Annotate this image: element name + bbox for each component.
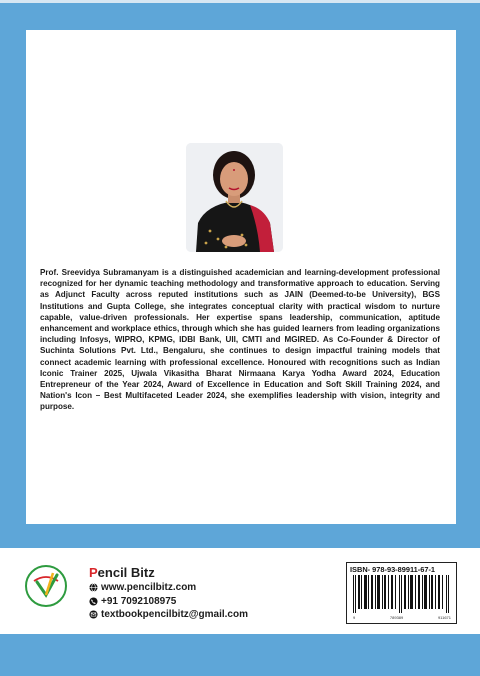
email-line bbox=[89, 609, 248, 620]
barcode-graphic bbox=[351, 575, 453, 613]
email-icon bbox=[89, 610, 98, 619]
isbn-box bbox=[346, 562, 457, 624]
barcode-digit-group: 9 bbox=[353, 615, 356, 620]
publisher-name bbox=[89, 565, 155, 580]
phone-icon bbox=[89, 597, 98, 606]
publisher-logo bbox=[24, 564, 68, 608]
publisher-name-rest: encil Bitz bbox=[97, 565, 155, 580]
phone-number[interactable]: +91 7092108975 bbox=[101, 596, 177, 607]
barcode-digits bbox=[353, 615, 451, 620]
publisher-name-initial: P bbox=[89, 565, 98, 580]
phone-line bbox=[89, 596, 176, 607]
website-link[interactable]: www.pencilbitz.com bbox=[101, 582, 197, 593]
content-panel bbox=[26, 30, 456, 524]
barcode-digit-group: 789389 bbox=[389, 615, 404, 620]
website-line bbox=[89, 582, 196, 593]
isbn-label: ISBN- 978-93-89911-67-1 bbox=[350, 565, 436, 574]
barcode-digit-group: 911671 bbox=[437, 615, 451, 620]
author-bio: Prof. Sreevidya Subramanyam is a distinguished academician and learning-development professional recognized for her dynamic teaching methodology and transformative approach to education. Serving as Adjunct Faculty across reputed institutions such as JAIN (Deemed-to-be University), BGS Institutions and Gupta College, she integrates conceptual clarity with practical wisdom to nurture capable, value-driven professionals. Her expertise spans leadership, communication, aptitude enhancement and workplace ethics, through which she has guided learners from leading organizations including Infosys, WIPRO, KPMG, IDBI Bank, UII, CMTI and MGIRED. As Co-Founder & Director of Suchinta Solutions Pvt. Ltd., Bengaluru, she continues to design impactful training models that connect academic learning with professional excellence. Honoured with recognitions such as Indian Iconic Trainer 2025, Ujwala Vikasitha Bharat Nirmaana Karya Yodha Award 2024, Education Entrepreneur of the Year 2024, Award of Excellence in Education and Soft Skill Training 2024, and Nation's Icon – Best Multifaceted Leader 2024, she exemplifies leadership with vision, integrity and purpose. bbox=[40, 268, 440, 412]
globe-icon bbox=[89, 583, 98, 592]
author-portrait bbox=[186, 143, 283, 252]
email-address[interactable]: textbookpencilbitz@gmail.com bbox=[101, 609, 248, 620]
top-edge-strip bbox=[0, 0, 480, 3]
